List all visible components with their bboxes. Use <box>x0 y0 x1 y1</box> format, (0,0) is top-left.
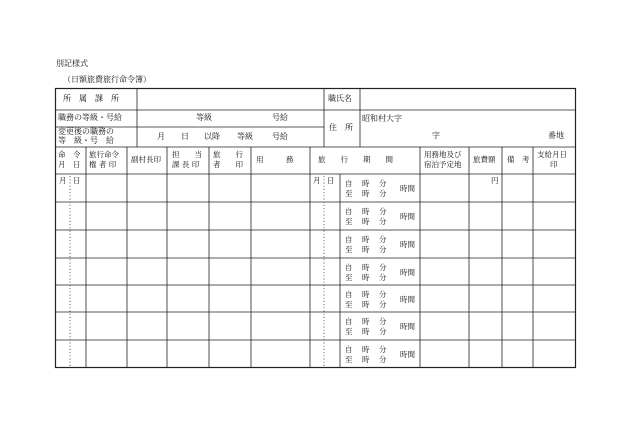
period-from-minute: 分 <box>379 179 387 188</box>
period-to-minute: 分 <box>379 245 387 254</box>
period-hours: 時間 <box>400 184 415 193</box>
col-order-date-1: 命 令 <box>58 150 81 159</box>
period-from-label: 自 <box>345 263 353 272</box>
period-to-label: 至 <box>345 189 353 198</box>
col-traveler-1: 旅 行 <box>213 150 243 159</box>
period-from-minute: 分 <box>379 235 387 244</box>
col-paid-1: 支給月日 <box>537 150 567 159</box>
address-label: 住 所 <box>329 123 353 132</box>
changed-grade-label-2: 等 級・号 給 <box>58 136 114 145</box>
period-to-hour: 時 <box>362 189 370 198</box>
period-from-label: 自 <box>345 235 353 244</box>
changed-since: 以降 <box>204 132 220 141</box>
period-from-minute: 分 <box>379 207 387 216</box>
period-to-label: 至 <box>345 327 353 336</box>
grade-unit: 等級 <box>196 113 212 122</box>
changed-day: 日 <box>181 132 189 141</box>
col-charge-1: 担 当 <box>172 150 202 159</box>
col-period: 旅 行 期 間 <box>318 155 393 164</box>
period-from-minute: 分 <box>379 317 387 326</box>
col-remarks: 備 考 <box>507 155 530 164</box>
period-from-label: 自 <box>345 317 353 326</box>
col-orderer-1: 旅行命令 <box>89 150 119 159</box>
row-day-label: 日 <box>73 176 81 185</box>
period-to-hour: 時 <box>362 245 370 254</box>
address-aza: 字 <box>432 131 440 140</box>
period-from-label: 自 <box>345 207 353 216</box>
period-from-hour: 時 <box>362 207 370 216</box>
changed-grade: 等級 <box>237 132 253 141</box>
period-from-minute: 分 <box>379 263 387 272</box>
affiliation-label: 所 属 課 所 <box>63 94 119 103</box>
period-from-hour: 時 <box>362 290 370 299</box>
period-hours: 時間 <box>400 295 415 304</box>
period-to-label: 至 <box>345 355 353 364</box>
col-cost: 旅費額 <box>473 155 496 164</box>
col-place-2: 宿泊予定地 <box>424 160 462 169</box>
period-from-hour: 時 <box>362 263 370 272</box>
col-charge-2: 課 長 印 <box>172 160 200 169</box>
period-from-label: 自 <box>345 179 353 188</box>
period-hours: 時間 <box>400 268 415 277</box>
period-to-hour: 時 <box>362 217 370 226</box>
changed-month: 月 <box>157 132 165 141</box>
period-day-label: 日 <box>327 176 335 185</box>
form-title: 別記様式 <box>56 59 88 68</box>
period-from-minute: 分 <box>379 290 387 299</box>
period-hours: 時間 <box>400 212 415 221</box>
period-from-label: 自 <box>345 290 353 299</box>
address-banchi: 番地 <box>548 131 564 140</box>
period-to-minute: 分 <box>379 355 387 364</box>
period-to-minute: 分 <box>379 273 387 282</box>
grade-step-unit: 号給 <box>272 113 288 122</box>
changed-grade-label-1: 変更後の職務の <box>58 127 114 136</box>
period-from-hour: 時 <box>362 179 370 188</box>
period-to-label: 至 <box>345 300 353 309</box>
period-to-label: 至 <box>345 245 353 254</box>
period-hours: 時間 <box>400 240 415 249</box>
grade-label: 職務の等級・号給 <box>58 113 122 122</box>
period-to-label: 至 <box>345 273 353 282</box>
col-orderer-2: 権 者 印 <box>89 160 117 169</box>
form-subtitle: （日額旅費旅行命令簿） <box>63 75 151 84</box>
period-to-hour: 時 <box>362 327 370 336</box>
period-from-hour: 時 <box>362 235 370 244</box>
col-business: 用 務 <box>256 155 294 164</box>
period-to-minute: 分 <box>379 189 387 198</box>
period-from-label: 自 <box>345 345 353 354</box>
period-hours: 時間 <box>400 322 415 331</box>
name-label: 職氏名 <box>328 94 352 103</box>
col-place-1: 用務地及び <box>424 150 462 159</box>
row-month-label: 月 <box>59 176 67 185</box>
period-to-minute: 分 <box>379 327 387 336</box>
col-vice-mayor: 副村長印 <box>131 155 161 164</box>
col-traveler-2: 者 印 <box>213 160 243 169</box>
period-to-hour: 時 <box>362 273 370 282</box>
period-from-hour: 時 <box>362 345 370 354</box>
period-to-hour: 時 <box>362 300 370 309</box>
changed-step: 号給 <box>272 132 288 141</box>
period-month-label: 月 <box>313 176 321 185</box>
period-from-hour: 時 <box>362 317 370 326</box>
period-hours: 時間 <box>400 350 415 359</box>
period-to-minute: 分 <box>379 217 387 226</box>
period-from-minute: 分 <box>379 345 387 354</box>
col-paid-2: 印 <box>550 160 558 169</box>
period-to-hour: 時 <box>362 355 370 364</box>
address-village: 昭和村大字 <box>362 114 402 123</box>
col-order-date-2: 月 日 <box>58 160 81 169</box>
yen-label: 円 <box>491 176 499 185</box>
period-to-minute: 分 <box>379 300 387 309</box>
period-to-label: 至 <box>345 217 353 226</box>
